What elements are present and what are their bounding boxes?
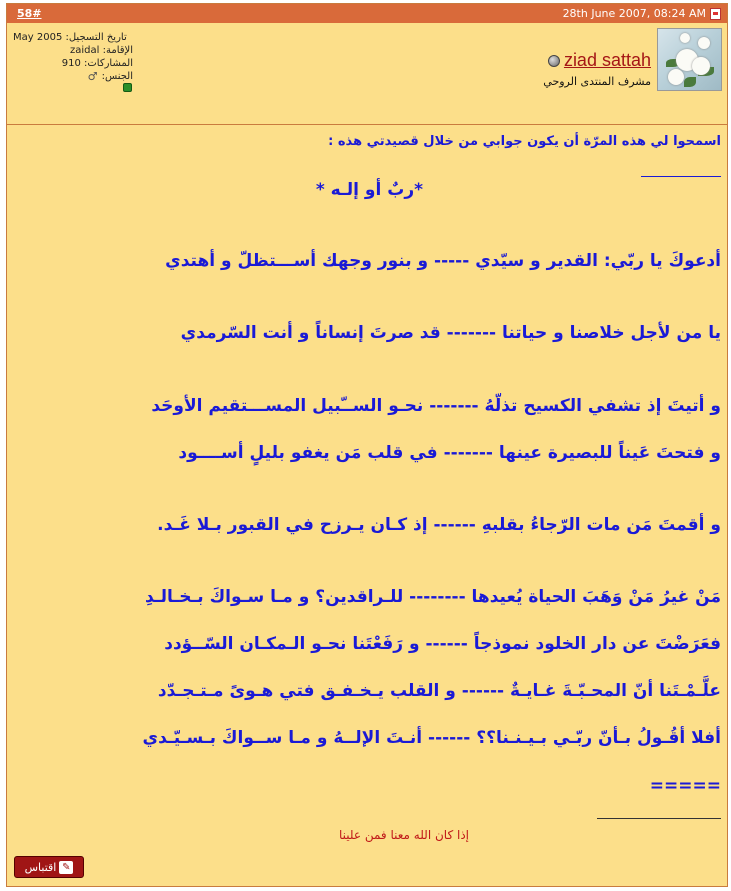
join-date: تاريخ التسجيل: May 2005 <box>13 32 127 43</box>
gender-label: الجنس: <box>101 71 133 82</box>
user-info-box <box>7 23 727 125</box>
divider <box>641 176 721 177</box>
post-container <box>6 3 728 887</box>
residence: الإقامة: zaidal <box>70 45 133 56</box>
signature: إذا كان الله معنا فمن علينا <box>339 828 469 842</box>
post-date <box>563 7 721 20</box>
quote-button[interactable] <box>14 856 84 878</box>
post-count: المشاركات: 910 <box>61 58 133 69</box>
poem-line: يا من لأجل خلاصنا و حياتنا ------- قد صرتَ إنساناً و أنت السّرمدي <box>180 323 721 343</box>
poem-title: *ربٌ أو إلـه * <box>315 180 423 200</box>
quote-icon: ✎ <box>59 861 73 874</box>
poem-line: و فتحتَ عَيناً للبصيرة عينها ------- في قلب مَن يغفو بليلٍ أســــود <box>178 443 721 463</box>
poem-line: و أتيتَ إذ تشفي الكسيح تذلّهُ ------- نحـو الســّبيل المســـتقيم الأوحَد <box>151 396 721 416</box>
reputation-icon <box>123 83 132 92</box>
avatar[interactable] <box>657 28 722 91</box>
post-icon <box>710 8 721 20</box>
offline-status-icon <box>548 55 560 67</box>
poem-line: مَنْ غيرُ مَنْ وَهَبَ الحياة يُعيدها -------- للـراقدين؟ و مـا سـواكَ بـخـالـدِ <box>145 587 721 607</box>
gender-row <box>13 70 133 83</box>
poem-line: ===== <box>649 776 721 796</box>
message-intro: اسمحوا لي هذه المرّة أن يكون جوابي من خلال قصيدتي هذه : <box>328 134 721 149</box>
poem-line: فعَرَضْتَ عن دار الخلود نموذجاً ------ و رَفَعْتَنا نحـو الـمكـان السّــؤدد <box>164 634 721 654</box>
post-header <box>7 4 727 23</box>
poem-line: أدعوكَ يا ربّي: القدير و سيّدي ----- و بنور وجهك أســـتظلّ و أهتدي <box>165 251 721 271</box>
poem-line: و أقمتَ مَن مات الرّجاءُ بقلبهِ ------ إذ كـان يـرزح في القبور بـلا غَـد. <box>157 515 721 535</box>
user-name-link[interactable]: ziad sattah <box>563 50 651 70</box>
poem-line: أفلا أقُـولُ بـأنّ ربّـي بـيـنـنا؟؟ ------ أنـتَ الإلــهُ و مـا ســواكَ بـسـيّـدي <box>142 728 721 748</box>
signature-divider <box>597 818 721 819</box>
user-name-row <box>548 50 651 71</box>
quote-button-label: اقتباس <box>24 860 57 874</box>
post-date-text: 28th June 2007, 08:24 AM <box>562 7 706 20</box>
user-details <box>13 31 133 92</box>
poem-line: علَّـمْـتَنا أنّ المحـبّـةَ غـايـةٌ ------ و القلب يـخـفـق فتي هـوىً مـتـجـدّد <box>157 681 721 701</box>
user-title: مشرف المنتدى الروحي <box>543 75 651 88</box>
post-number-link[interactable]: 58# <box>17 7 42 20</box>
male-icon: ♂ <box>87 69 98 83</box>
